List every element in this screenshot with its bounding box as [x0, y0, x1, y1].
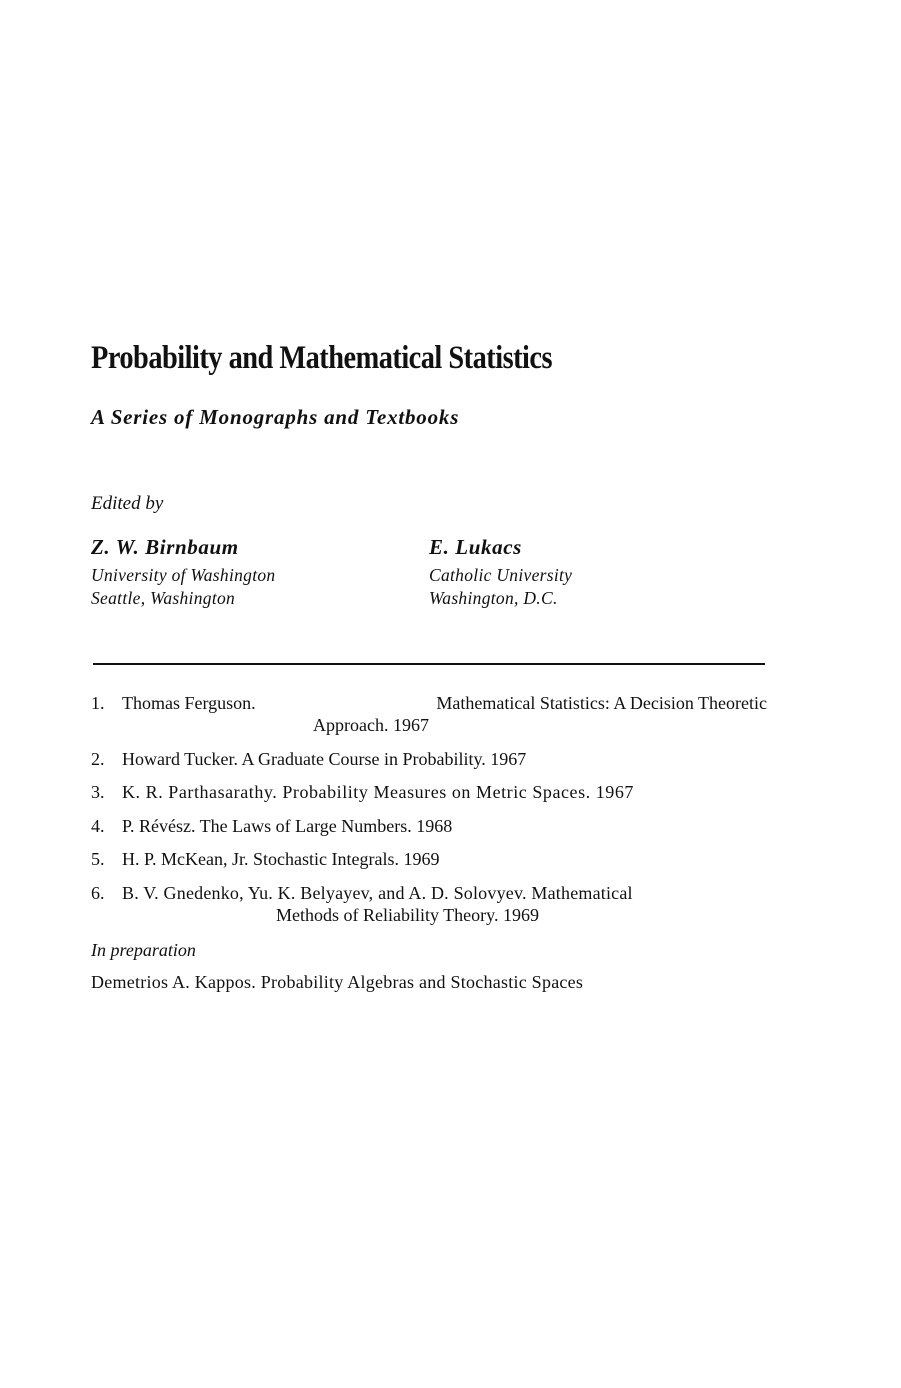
- volume-text: B. V. Gnedenko, Yu. K. Belyayev, and A. D. Solovyev. Mathematical: [122, 882, 633, 903]
- volume-number: 3.: [91, 782, 105, 802]
- horizontal-rule: [93, 663, 765, 665]
- editor-name: Z. W. Birnbaum: [91, 535, 239, 559]
- volume-item: [91, 748, 767, 770]
- volume-title-continued: Methods of Reliability Theory. 1969: [276, 904, 539, 925]
- volume-number: 1.: [91, 693, 105, 713]
- editor-lukacs: [429, 533, 572, 610]
- volume-item: [91, 882, 767, 926]
- volume-author: Thomas Ferguson.: [122, 693, 256, 713]
- volume-number: 5.: [91, 849, 105, 869]
- volume-text: Howard Tucker. A Graduate Course in Probability. 1967: [122, 748, 527, 769]
- volume-text: P. Révész. The Laws of Large Numbers. 1968: [122, 815, 453, 836]
- volume-title: Mathematical Statistics: A Decision Theoretic: [436, 693, 767, 713]
- edited-by-label: Edited by: [91, 493, 164, 514]
- volume-title-continued: Approach. 1967: [313, 715, 429, 735]
- editor-affiliation: Catholic University: [429, 565, 573, 585]
- volume-first-line: [122, 692, 767, 714]
- volume-item: [91, 848, 767, 870]
- editor-affiliation: University of Washington: [91, 565, 276, 585]
- in-preparation-item: Demetrios A. Kappos. Probability Algebras and Stochastic Spaces: [91, 972, 584, 992]
- series-title: Probability and Mathematical Statistics: [91, 340, 553, 376]
- volume-text: K. R. Parthasarathy. Probability Measures on Metric Spaces. 1967: [122, 782, 634, 802]
- series-subtitle: A Series of Monographs and Textbooks: [91, 405, 460, 429]
- in-preparation-heading: In preparation: [91, 940, 196, 960]
- editor-name: E. Lukacs: [429, 535, 522, 559]
- editor-location: Seattle, Washington: [91, 588, 236, 608]
- volume-number: 6.: [91, 882, 105, 903]
- volume-number: 4.: [91, 815, 105, 836]
- volume-item: [91, 781, 767, 803]
- editor-birnbaum: [91, 533, 275, 610]
- volume-item: [91, 815, 767, 837]
- volume-text: H. P. McKean, Jr. Stochastic Integrals. 1969: [122, 849, 440, 869]
- volume-list: [91, 692, 767, 937]
- volume-item: [91, 692, 767, 736]
- volume-number: 2.: [91, 748, 105, 769]
- editor-location: Washington, D.C.: [429, 588, 558, 608]
